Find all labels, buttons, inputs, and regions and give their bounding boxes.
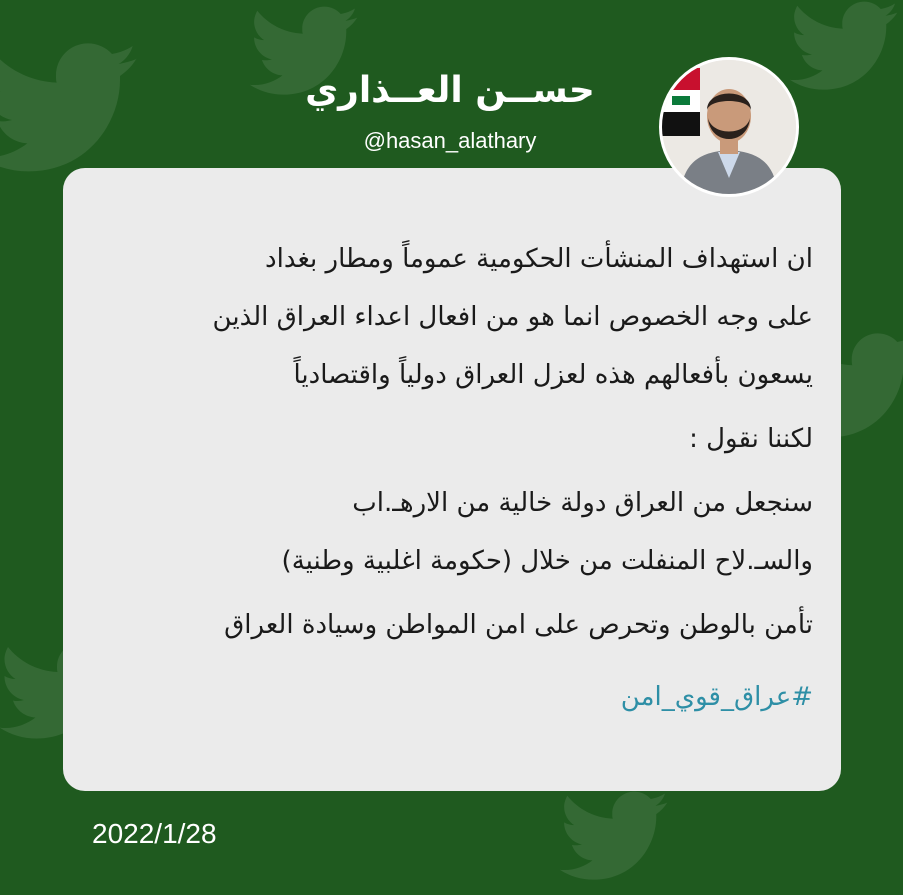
profile-name: حســن العــذاري [305,70,595,111]
background-bird-icon [0,40,140,180]
tweet-line: والسـ.لاح المنفلت من خلال (حكومة اغلبية وطنية) [281,546,813,576]
tweet-date: 2022/1/28 [92,818,217,849]
tweet-line: ان استهداف المنشأت الحكومية عموماً ومطار بغداد [265,244,813,274]
tweet-card [63,168,841,791]
tweet-text [83,230,813,726]
tweet-line: على وجه الخصوص انما هو من افعال اعداء العراق الذين [212,302,813,332]
tweet-line: تأمن بالوطن وتحرص على امن المواطن وسيادة العراق [224,610,813,640]
tweet-line: لكننا نقول : [689,424,813,454]
profile-photo [662,60,796,194]
background-bird-icon [790,0,900,95]
hashtag-link[interactable]: #عراق_قوي_امن [620,682,813,712]
tweet-line: سنجعل من العراق دولة خالية من الارهـ.اب [352,488,813,518]
tweet-line: يسعون بأفعالهم هذه لعزل العراق دولياً واقتصادياً [293,360,813,390]
background-bird-icon [560,790,670,885]
avatar[interactable] [659,57,799,197]
flag-red-stripe [662,68,700,90]
profile-handle[interactable]: @hasan_alathary [363,128,537,153]
